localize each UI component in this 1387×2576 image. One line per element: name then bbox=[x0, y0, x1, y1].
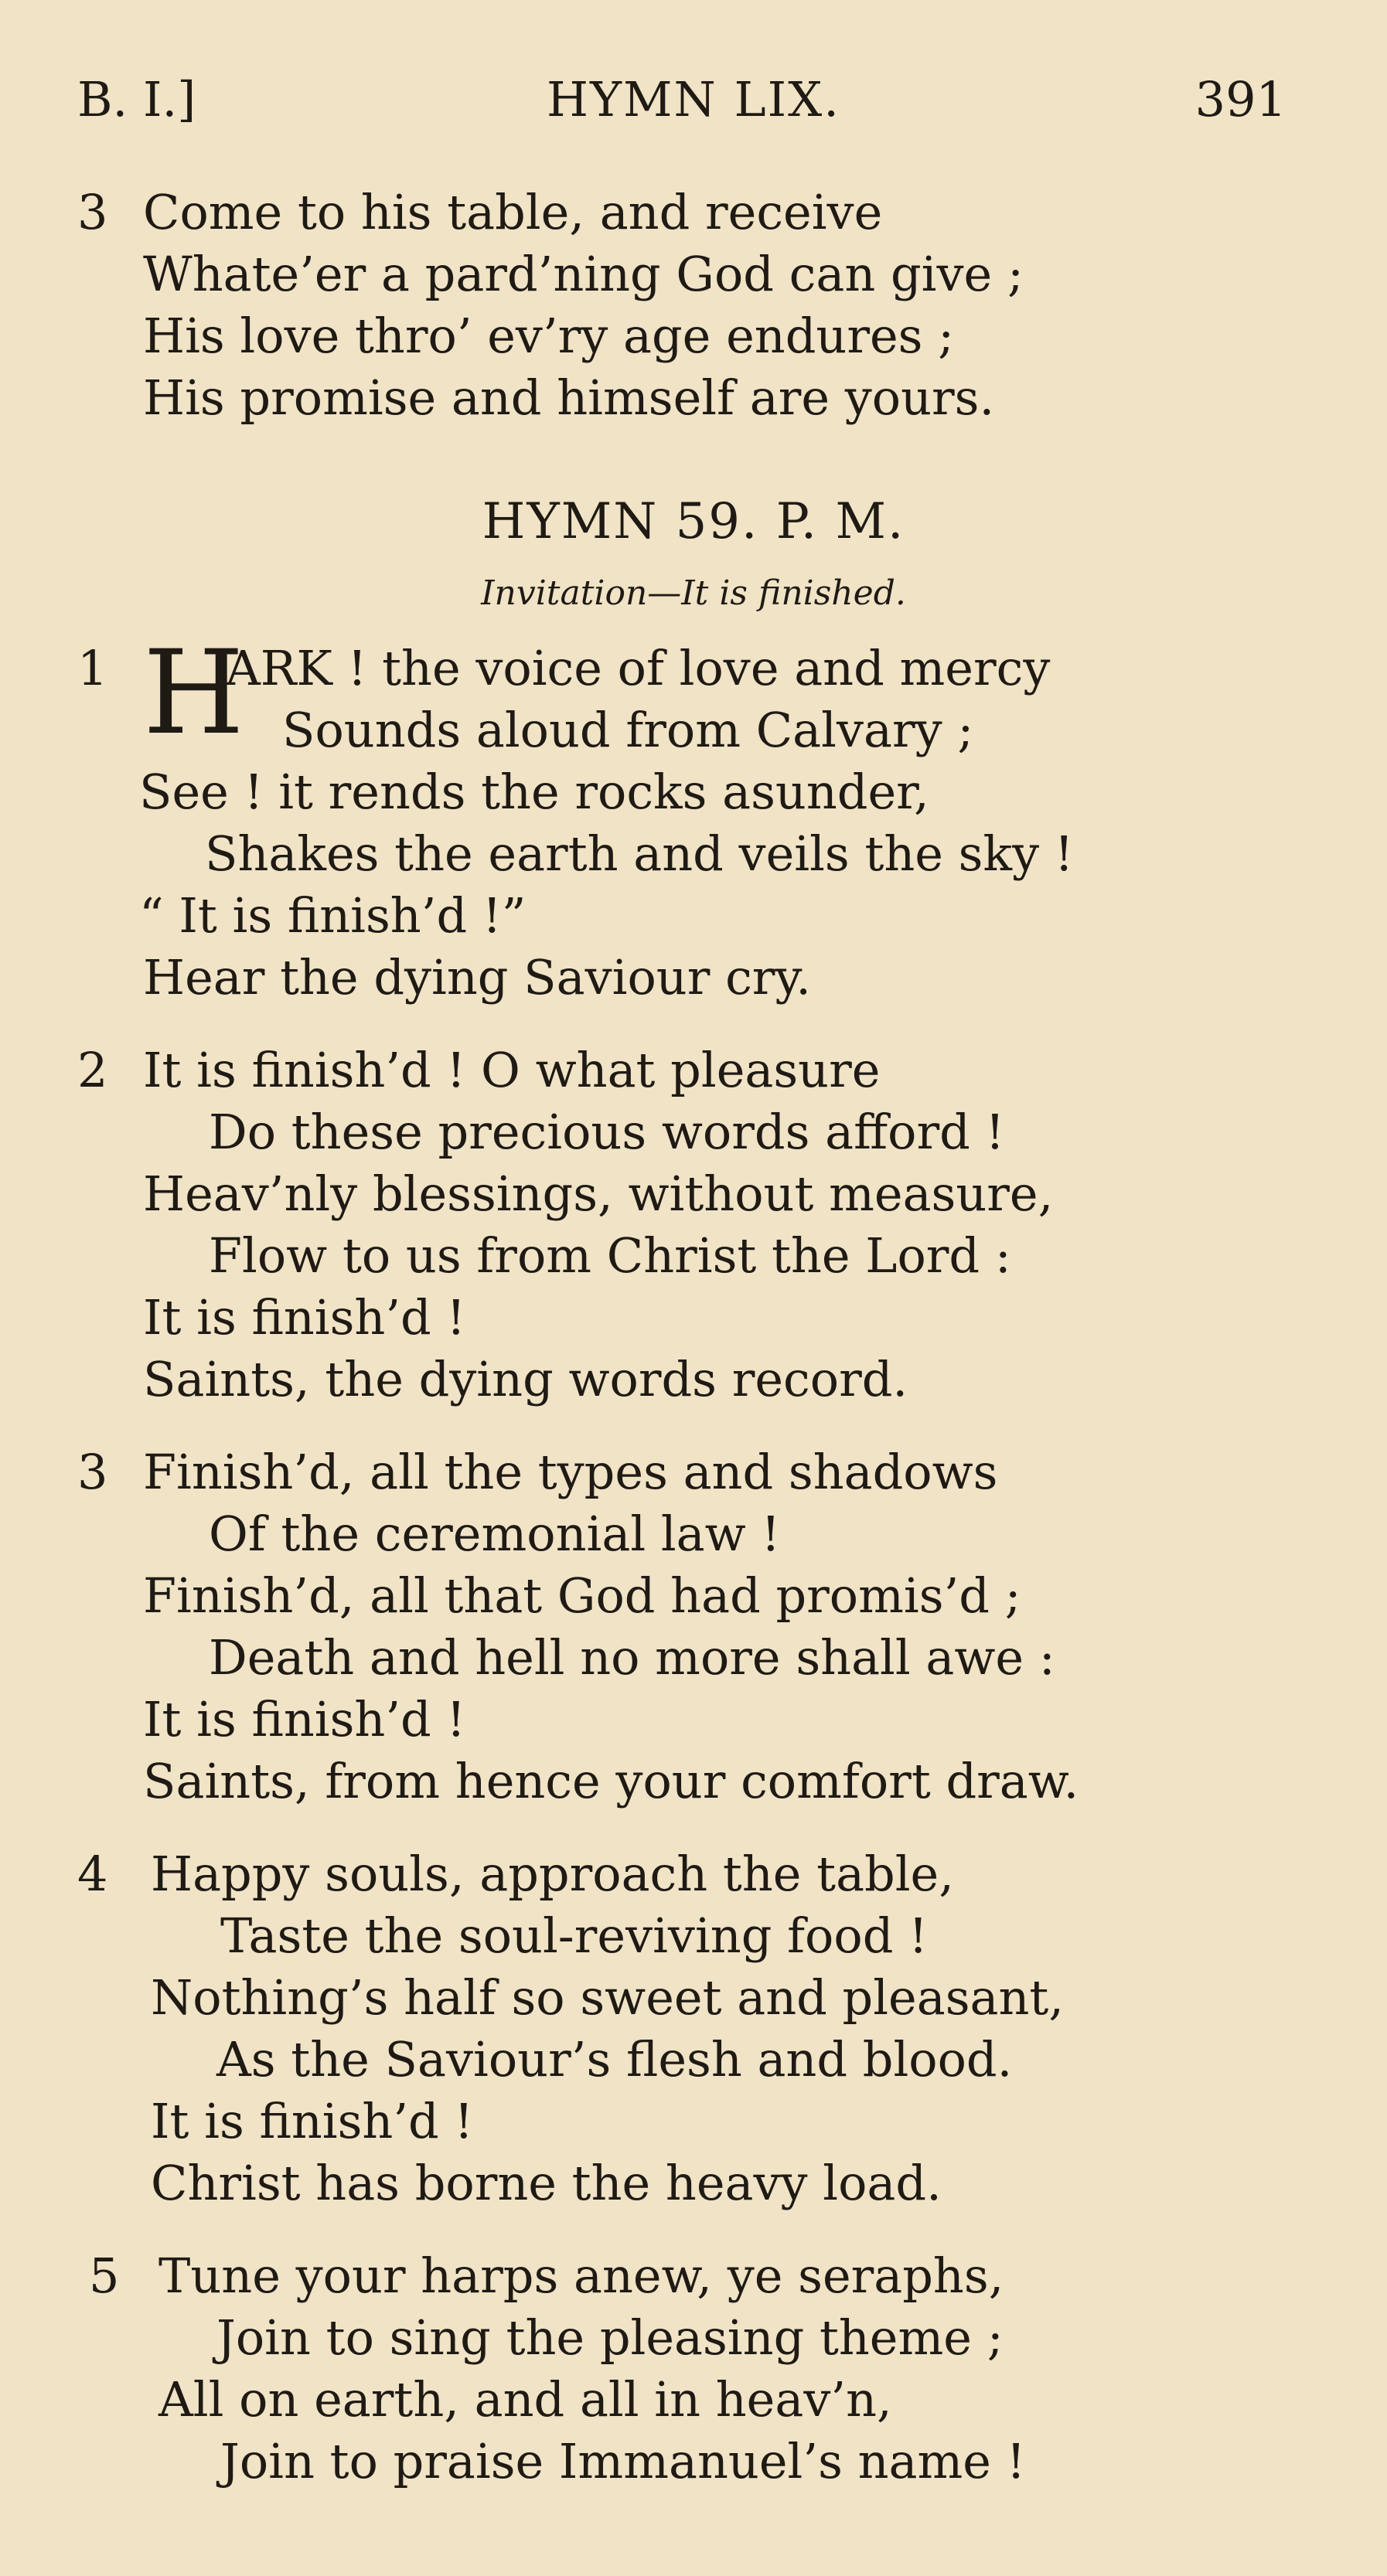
verse-line: Sounds aloud from Calvary ; bbox=[282, 702, 974, 758]
verse-line: Christ has borne the heavy load. bbox=[151, 2155, 942, 2211]
stanza-number: 2 bbox=[77, 1042, 108, 1098]
header-title: HYMN LIX. bbox=[547, 71, 840, 128]
verse-line: Heav’nly blessings, without measure, bbox=[143, 1165, 1054, 1222]
verse-line: Join to praise Immanuel’s name ! bbox=[220, 2433, 1026, 2489]
verse-line: Taste the soul-reviving food ! bbox=[220, 1907, 929, 1964]
verse-line: Saints, from hence your comfort draw. bbox=[143, 1753, 1079, 1809]
verse-line: Death and hell no more shall awe : bbox=[209, 1629, 1055, 1686]
verse-line: It is finish’d ! bbox=[143, 1289, 466, 1346]
verse-line: As the Saviour’s flesh and blood. bbox=[216, 2031, 1013, 2088]
book-section: B. I.] bbox=[77, 71, 196, 128]
verse-line: “ It is finish’d !” bbox=[139, 887, 527, 944]
page-number: 391 bbox=[1194, 71, 1286, 128]
verse-line: Shakes the earth and veils the sky ! bbox=[205, 825, 1074, 882]
verse-line: His promise and himself are yours. bbox=[143, 369, 995, 426]
verse-line: It is finish’d ! bbox=[151, 2093, 474, 2149]
verse-line: All on earth, and all in heav’n, bbox=[158, 2371, 892, 2428]
verse-line: Do these precious words afford ! bbox=[209, 1104, 1005, 1160]
verse-line: It is finish’d ! O what pleasure bbox=[143, 1042, 881, 1098]
drop-cap: H bbox=[143, 626, 244, 761]
verse-line: See ! it rends the rocks asunder, bbox=[139, 764, 929, 820]
stanza-number: 5 bbox=[89, 2248, 120, 2304]
hymn-subtitle: Invitation—It is finished. bbox=[481, 573, 906, 613]
verse-line: Tune your harps anew, ye seraphs, bbox=[158, 2248, 1004, 2304]
stanza-number: 4 bbox=[77, 1846, 108, 1902]
verse-line: Flow to us from Christ the Lord : bbox=[209, 1227, 1011, 1284]
verse-line: Happy souls, approach the table, bbox=[151, 1846, 954, 1902]
verse-line: Hear the dying Saviour cry. bbox=[143, 949, 811, 1006]
verse-line: Finish’d, all that God had promis’d ; bbox=[143, 1567, 1021, 1624]
verse-line: Whate’er a pard’ning God can give ; bbox=[143, 246, 1024, 302]
verse-line: Saints, the dying words record. bbox=[143, 1351, 908, 1407]
verse-line: ARK ! the voice of love and mercy bbox=[226, 640, 1051, 696]
verse-line: Finish’d, all the types and shadows bbox=[143, 1444, 998, 1500]
verse-line: Join to sing the pleasing theme ; bbox=[216, 2309, 1004, 2366]
verse-line: Come to his table, and receive bbox=[143, 184, 883, 240]
verse-line: His love thro’ ev’ry age endures ; bbox=[143, 308, 955, 364]
verse-line: It is finish’d ! bbox=[143, 1691, 466, 1747]
running-header bbox=[0, 71, 1387, 141]
verse-line: Of the ceremonial law ! bbox=[209, 1506, 781, 1562]
stanza-number: 1 bbox=[77, 640, 108, 696]
stanza-number: 3 bbox=[77, 184, 108, 240]
stanza-number: 3 bbox=[77, 1444, 108, 1500]
hymn-title: HYMN 59. P. M. bbox=[482, 493, 905, 550]
verse-line: Nothing’s half so sweet and pleasant, bbox=[151, 1969, 1065, 2026]
